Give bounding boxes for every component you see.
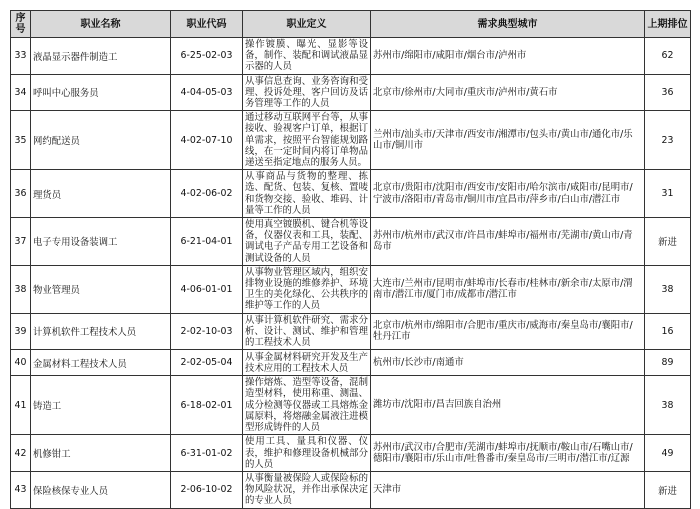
row-occupation-name: 铸造工 [31, 376, 171, 435]
table-row [11, 170, 691, 218]
row-occupation-name: 电子专用设备装调工 [31, 218, 171, 266]
row-no: 39 [11, 313, 31, 350]
row-cities: 北京市/徐州市/大同市/重庆市/泸州市/黄石市 [371, 74, 645, 111]
row-cities: 大连市/兰州市/昆明市/蚌埠市/长春市/桂林市/新余市/太原市/渭南市/潜江市/厦门市/成都市/潜江市 [371, 265, 645, 313]
row-definition: 通过移动互联网平台等，从事接收、验视客户订单，根据订单需求，按照平台智能规划路线，在一定时间内将订单物品递送至指定地点的服务人员。 [243, 111, 371, 170]
row-definition: 从事金属材料研究开发及生产技术应用的工程技术人员 [243, 350, 371, 376]
row-definition: 从事衡量被保险人或保险标的物风险状况，并作出承保决定的专业人员 [243, 471, 371, 508]
row-definition: 从事信息查询、业务咨询和受理、投诉处理、客户回访及话务管理等工作的人员 [243, 74, 371, 111]
row-occupation-name: 金属材料工程技术人员 [31, 350, 171, 376]
table-row [11, 376, 691, 435]
row-rank: 38 [645, 376, 691, 435]
table-row [11, 313, 691, 350]
row-definition: 从事物业管理区域内，组织安排物业设施的维修养护、环境卫生的美化绿化、公共秩序的维护等工作的人员 [243, 265, 371, 313]
row-occupation-name: 机修钳工 [31, 435, 171, 472]
header-occupation-name: 职业名称 [31, 11, 171, 38]
row-occupation-code: 4-02-07-10 [171, 111, 243, 170]
row-definition: 从事商品与货物的整理、拣选、配货、包装、复核、置唛和货物交接、验收、堆码、计量等工作的人员 [243, 170, 371, 218]
header-occupation-definition: 职业定义 [243, 11, 371, 38]
row-no: 36 [11, 170, 31, 218]
row-occupation-code: 4-04-05-03 [171, 74, 243, 111]
row-rank: 23 [645, 111, 691, 170]
row-occupation-name: 理货员 [31, 170, 171, 218]
row-no: 35 [11, 111, 31, 170]
header-previous-rank: 上期排位 [645, 11, 691, 38]
table-row [11, 111, 691, 170]
row-occupation-code: 2-02-05-04 [171, 350, 243, 376]
row-cities: 北京市/杭州市/绵阳市/合肥市/重庆市/威海市/秦皇岛市/襄阳市/牡丹江市 [371, 313, 645, 350]
row-occupation-code: 2-02-10-03 [171, 313, 243, 350]
row-no: 41 [11, 376, 31, 435]
row-cities: 苏州市/杭州市/武汉市/许昌市/蚌埠市/福州市/芜湖市/黄山市/青岛市 [371, 218, 645, 266]
row-rank: 新进 [645, 218, 691, 266]
row-no: 33 [11, 38, 31, 75]
row-definition: 使用工具、量具和仪器、仪表，维护和修理设备机械部分的人员 [243, 435, 371, 472]
row-occupation-name: 计算机软件工程技术人员 [31, 313, 171, 350]
row-rank: 新进 [645, 471, 691, 508]
row-definition: 使用真空镀膜机、键合机等设备，仪器仪表和工具，装配、调试电子产品专用工艺设备和测试设备的人员 [243, 218, 371, 266]
row-occupation-code: 6-25-02-03 [171, 38, 243, 75]
row-occupation-name: 物业管理员 [31, 265, 171, 313]
table-row [11, 265, 691, 313]
row-cities: 杭州市/长沙市/南通市 [371, 350, 645, 376]
row-occupation-code: 4-02-06-02 [171, 170, 243, 218]
row-rank: 38 [645, 265, 691, 313]
row-no: 38 [11, 265, 31, 313]
row-occupation-name: 液晶显示器件制造工 [31, 38, 171, 75]
row-occupation-code: 6-21-04-01 [171, 218, 243, 266]
table-header-row [11, 11, 691, 38]
table-row [11, 350, 691, 376]
row-occupation-name: 网约配送员 [31, 111, 171, 170]
row-no: 40 [11, 350, 31, 376]
row-rank: 16 [645, 313, 691, 350]
row-occupation-name: 呼叫中心服务员 [31, 74, 171, 111]
table-row [11, 74, 691, 111]
header-occupation-code: 职业代码 [171, 11, 243, 38]
row-rank: 89 [645, 350, 691, 376]
row-occupation-code: 6-31-01-02 [171, 435, 243, 472]
table-row [11, 38, 691, 75]
row-cities: 苏州市/武汉市/合肥市/芜湖市/蚌埠市/抚顺市/鞍山市/石嘴山市/德阳市/襄阳市/乐山市/吐鲁番市/秦皇岛市/三明市/潜江市/辽源 [371, 435, 645, 472]
table-row [11, 435, 691, 472]
occupation-table-container [10, 10, 690, 509]
row-definition: 操作镀膜、曝光、显影等设备，制作、装配和调试液晶显示器的人员 [243, 38, 371, 75]
row-no: 43 [11, 471, 31, 508]
row-rank: 36 [645, 74, 691, 111]
row-occupation-name: 保险核保专业人员 [31, 471, 171, 508]
row-rank: 62 [645, 38, 691, 75]
row-cities: 天津市 [371, 471, 645, 508]
row-definition: 操作熔炼、造型等设备，混制造型材料，使用称重、测温、成分检测等仪器或工具熔炼金属原料，将熔融金属液注进模型形成铸件的人员 [243, 376, 371, 435]
row-cities: 潍坊市/沈阳市/昌吉回族自治州 [371, 376, 645, 435]
row-rank: 49 [645, 435, 691, 472]
table-row [11, 218, 691, 266]
row-no: 37 [11, 218, 31, 266]
row-cities: 北京市/贵阳市/沈阳市/西安市/安阳市/哈尔滨市/咸阳市/昆明市/宁波市/洛阳市/青岛市/铜川市/宜昌市/萍乡市/白山市/潜江市 [371, 170, 645, 218]
row-occupation-code: 6-18-02-01 [171, 376, 243, 435]
row-cities: 兰州市/汕头市/天津市/西安市/湘潭市/包头市/黄山市/通化市/乐山市/铜川市 [371, 111, 645, 170]
row-definition: 从事计算机软件研究、需求分析、设计、测试、维护和管理的工程技术人员 [243, 313, 371, 350]
table-row [11, 471, 691, 508]
occupation-table [10, 10, 691, 509]
header-no: 序号 [11, 11, 31, 38]
row-no: 34 [11, 74, 31, 111]
row-no: 42 [11, 435, 31, 472]
row-occupation-code: 2-06-10-02 [171, 471, 243, 508]
row-cities: 苏州市/绵阳市/咸阳市/烟台市/泸州市 [371, 38, 645, 75]
row-rank: 31 [645, 170, 691, 218]
header-typical-cities: 需求典型城市 [371, 11, 645, 38]
row-occupation-code: 4-06-01-01 [171, 265, 243, 313]
